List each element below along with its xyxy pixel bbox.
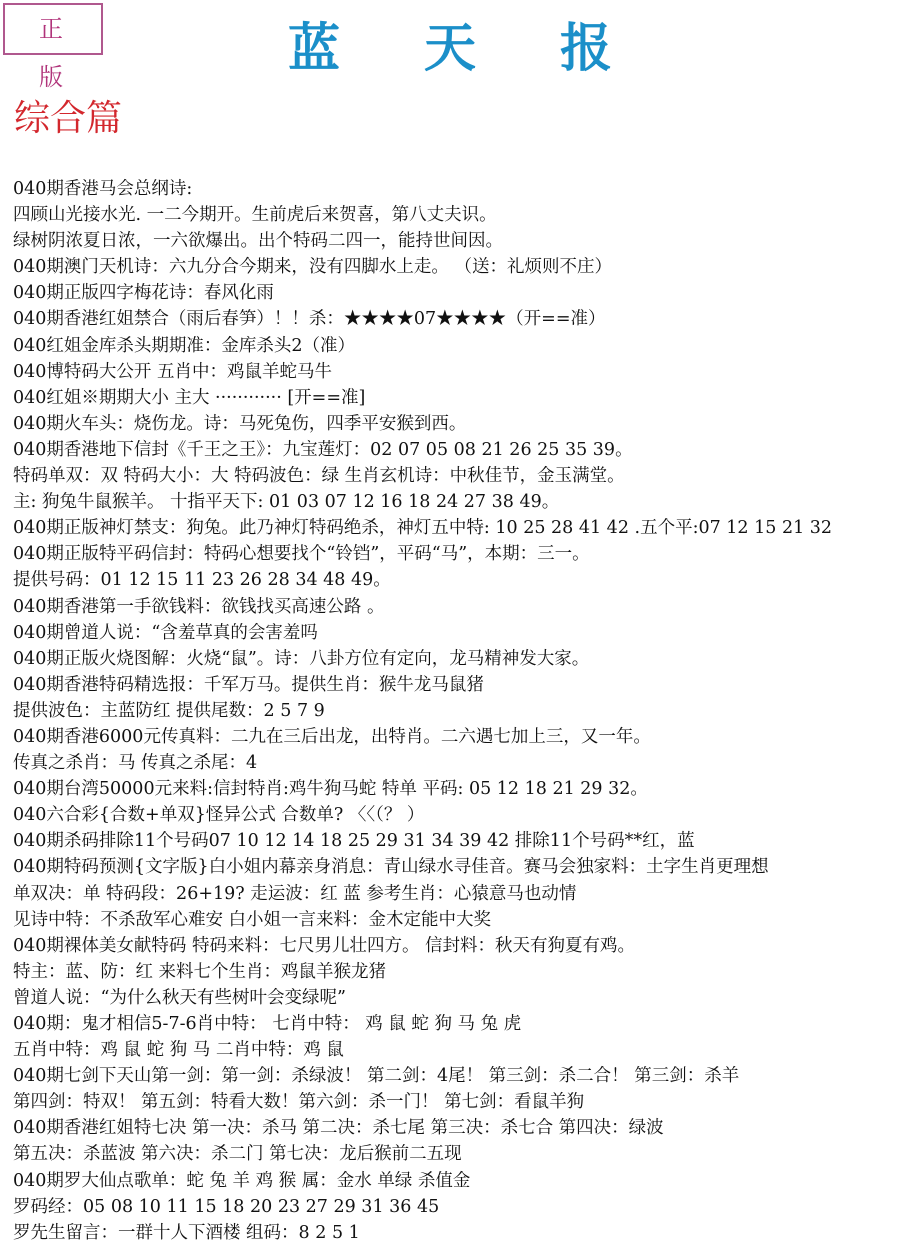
text-line: 传真之杀肖：马 传真之杀尾：4 <box>13 753 258 774</box>
text-line: 特主：蓝、防：红 来料七个生肖：鸡鼠羊猴龙猪 <box>13 961 387 982</box>
text-line: 主: 狗兔牛鼠猴羊。 十指平天下: 01 03 07 12 16 18 24 27 38 49。 <box>13 492 560 513</box>
text-line: 绿树阴浓夏日浓，一六欲爆出。出个特码二四一，能持世间因。 <box>13 231 503 252</box>
text-line: 040期香港红姐禁合（雨后春笋）！！杀：★★★★07★★★★（开==准） <box>13 309 606 330</box>
text-line: 提供波色：主蓝防红 提供尾数：2 5 7 9 <box>13 700 325 721</box>
title-char: 报 <box>560 18 613 79</box>
text-line: 040期香港第一手欲钱料：欲钱找买高速公路 。 <box>13 596 385 617</box>
text-line: 040期正版四字梅花诗：春风化雨 <box>13 283 274 304</box>
text-line: 040博特码大公开 五肖中：鸡鼠羊蛇马牛 <box>13 361 332 382</box>
text-line: 四顾山光接水光. 一二今期开。生前虎后来贺喜，第八丈夫识。 <box>13 205 497 226</box>
text-line: 040期香港特码精选报：千军万马。提供生肖：猴牛龙马鼠猪 <box>13 674 484 695</box>
text-line: 040期正版特平码信封：特码心想要找个“铃铛”，平码“马”，本期：三一。 <box>13 544 590 565</box>
text-line: 040期正版神灯禁支：狗兔。此乃神灯特码绝杀，神灯五中特: 10 25 28 41 42 .五个平:07 12 15 21 32 <box>13 518 833 539</box>
text-line: 五肖中特：鸡 鼠 蛇 狗 马 二肖中特：鸡 鼠 <box>13 1040 344 1061</box>
text-line: 040红姐※期期大小 主大 ············ [开==准] <box>13 387 366 408</box>
text-line: 040期澳门天机诗：六九分合今期来，没有四脚水上走。 （送：礼烦则不庄） <box>13 257 612 278</box>
text-line: 040期香港马会总纲诗: <box>13 179 193 199</box>
authentic-stamp: 正 版 <box>3 3 103 55</box>
text-line: 单双决：单 特码段：26+19? 走运波：红 蓝 参考生肖：心猿意马也动情 <box>13 883 577 904</box>
text-line: 提供号码：01 12 15 11 23 26 28 34 48 49。 <box>13 570 391 591</box>
section-heading: 综合篇 <box>14 98 123 139</box>
text-line: 040期：鬼才相信5-7-6肖中特： 七肖中特： 鸡 鼠 蛇 狗 马 兔 虎 <box>13 1014 522 1034</box>
text-line: 罗码经：05 08 10 11 15 18 20 23 27 29 31 36 45 <box>13 1196 440 1217</box>
text-line: 第四剑：特双！ 第五剑：特看大数！第六剑：杀一门！ 第七剑：看鼠羊狗 <box>13 1092 585 1113</box>
text-line: 040期裸体美女献特码 特码来料：七尺男儿壮四方。 信封料：秋天有狗夏有鸡。 <box>13 935 636 956</box>
text-line: 040期正版火烧图解：火烧“鼠”。诗：八卦方位有定向，龙马精神发大家。 <box>13 648 590 669</box>
text-line: 特码单双：双 特码大小：大 特码波色：绿 生肖玄机诗：中秋佳节，金玉满堂。 <box>13 466 625 487</box>
text-line: 040期七剑下天山第一剑：第一剑：杀绿波！ 第二剑：4尾！ 第三剑：杀二合！ 第三剑：杀羊 <box>13 1066 740 1087</box>
title-char: 蓝 <box>287 18 340 79</box>
text-line: 040期特码预测{文字版}白小姐内幕亲身消息：青山绿水寻佳音。赛马会独家料：土字生肖更理想 <box>13 857 769 878</box>
newspaper-title <box>0 14 900 84</box>
text-line: 曾道人说：“为什么秋天有些树叶会变绿呢” <box>13 987 346 1008</box>
content-lines <box>13 176 900 1246</box>
text-line: 040六合彩{合数+单双}怪异公式 合数单? 〈〈（？ ） <box>13 805 425 826</box>
text-line: 040期杀码排除11个号码07 10 12 14 18 25 29 31 34 39 42 排除11个号码**红，蓝 <box>13 831 695 852</box>
title-char: 天 <box>423 18 476 79</box>
text-line: 见诗中特：不杀敌军心难安 白小姐一言来料：金木定能中大奖 <box>13 909 492 930</box>
text-line: 040期香港6000元传真料：二九在三后出龙，出特肖。二六遇七加上三，又一年。 <box>13 726 651 747</box>
text-line: 第五决：杀蓝波 第六决：杀二门 第七决：龙后猴前二五现 <box>13 1144 462 1165</box>
text-line: 040期香港红姐特七决 第一决：杀马 第二决：杀七尾 第三决：杀七合 第四决：绿波 <box>13 1118 664 1139</box>
text-line: 罗先生留言：一群十人下酒楼 组码：8 2 5 1 <box>13 1222 360 1243</box>
text-line: 040期香港地下信封《千王之王》：九宝莲灯：02 07 05 08 21 26 25 35 39。 <box>13 439 633 460</box>
text-line: 040期罗大仙点歌单：蛇 兔 羊 鸡 猴 属：金水 单绿 杀值金 <box>13 1170 471 1191</box>
text-line: 040期火车头：烧伤龙。诗：马死兔伤，四季平安猴到西。 <box>13 413 467 434</box>
text-line: 040红姐金库杀头期期准：金库杀头2（准） <box>13 335 356 356</box>
text-line: 040期台湾50000元来料:信封特肖:鸡牛狗马蛇 特单 平码: 05 12 18 21 29 32。 <box>13 779 648 800</box>
text-line: 040期曾道人说：“含羞草真的会害羞吗 <box>13 622 318 643</box>
